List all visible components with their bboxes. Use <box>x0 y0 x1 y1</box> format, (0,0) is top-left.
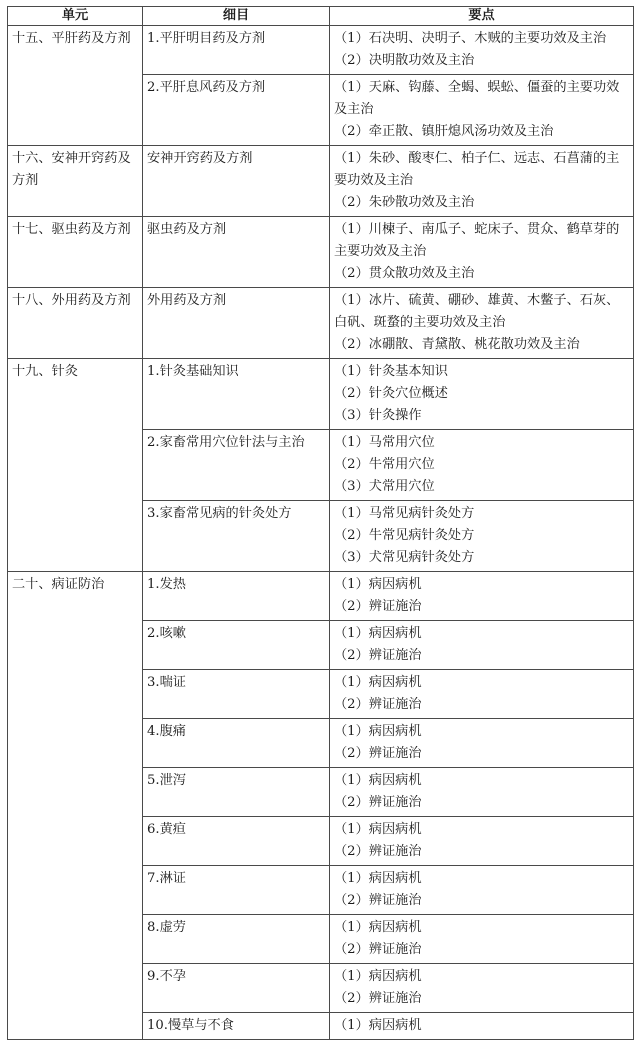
key-points-cell <box>330 26 634 75</box>
detail-cell: 7.淋证 <box>143 866 330 915</box>
key-point: （2）辨证施治 <box>334 942 422 957</box>
header-key-points: 要点 <box>330 7 634 26</box>
unit-cell: 十九、针灸 <box>8 359 143 572</box>
key-points-cell <box>330 359 634 430</box>
detail-cell: 1.针灸基础知识 <box>143 359 330 430</box>
unit-cell: 十八、外用药及方剂 <box>8 288 143 359</box>
key-point: （2）辨证施治 <box>334 697 422 712</box>
key-points-cell <box>330 430 634 501</box>
unit-cell: 二十、病证防治 <box>8 572 143 1040</box>
key-point: （2）牛常用穴位 <box>334 457 435 472</box>
key-points-cell <box>330 915 634 964</box>
key-point: （2）辨证施治 <box>334 648 422 663</box>
key-point: （3）犬常见病针灸处方 <box>334 550 475 565</box>
key-points-cell <box>330 288 634 359</box>
key-point: （1）病因病机 <box>334 871 422 886</box>
detail-cell: 2.咳嗽 <box>143 621 330 670</box>
syllabus-table <box>7 6 634 1040</box>
key-point: （2）决明散功效及主治 <box>334 53 475 68</box>
table-row <box>8 146 634 217</box>
key-points-cell <box>330 817 634 866</box>
detail-cell: 9.不孕 <box>143 964 330 1013</box>
key-point: （2）贯众散功效及主治 <box>334 266 475 281</box>
key-point: （1）朱砂、酸枣仁、柏子仁、远志、石菖蒲的主要功效及主治 <box>334 151 620 188</box>
detail-cell: 2.平肝息风药及方剂 <box>143 75 330 146</box>
detail-cell: 1.平肝明目药及方剂 <box>143 26 330 75</box>
detail-cell: 3.家畜常见病的针灸处方 <box>143 501 330 572</box>
table-header-row <box>8 7 634 26</box>
key-point: （2）冰硼散、青黛散、桃花散功效及主治 <box>334 337 580 352</box>
key-points-cell <box>330 1013 634 1040</box>
detail-cell: 2.家畜常用穴位针法与主治 <box>143 430 330 501</box>
table-row <box>8 288 634 359</box>
key-point: （2）辨证施治 <box>334 599 422 614</box>
key-points-cell <box>330 670 634 719</box>
key-point: （3）犬常用穴位 <box>334 479 435 494</box>
key-point: （2）辨证施治 <box>334 746 422 761</box>
detail-cell: 8.虚劳 <box>143 915 330 964</box>
key-point: （1）针灸基本知识 <box>334 364 448 379</box>
header-unit: 单元 <box>8 7 143 26</box>
key-point: （1）石决明、决明子、木贼的主要功效及主治 <box>334 31 607 46</box>
key-point: （1）马常用穴位 <box>334 435 435 450</box>
header-detail: 细目 <box>143 7 330 26</box>
key-point: （2）辨证施治 <box>334 844 422 859</box>
key-point: （1）病因病机 <box>334 577 422 592</box>
key-points-cell <box>330 719 634 768</box>
key-point: （1）病因病机 <box>334 724 422 739</box>
key-point: （3）针灸操作 <box>334 408 422 423</box>
unit-cell: 十六、安神开窍药及方剂 <box>8 146 143 217</box>
detail-cell: 6.黄疸 <box>143 817 330 866</box>
key-point: （1）病因病机 <box>334 675 422 690</box>
key-points-cell <box>330 146 634 217</box>
detail-cell: 4.腹痛 <box>143 719 330 768</box>
table-body <box>8 26 634 1040</box>
detail-cell: 3.喘证 <box>143 670 330 719</box>
key-point: （1）川楝子、南瓜子、蛇床子、贯众、鹤草芽的主要功效及主治 <box>334 222 620 259</box>
unit-cell: 十五、平肝药及方剂 <box>8 26 143 146</box>
detail-cell: 10.慢草与不食 <box>143 1013 330 1040</box>
key-point: （2）辨证施治 <box>334 795 422 810</box>
key-points-cell <box>330 217 634 288</box>
key-points-cell <box>330 768 634 817</box>
table-row <box>8 572 634 621</box>
key-point: （1）病因病机 <box>334 626 422 641</box>
key-points-cell <box>330 621 634 670</box>
detail-cell: 5.泄泻 <box>143 768 330 817</box>
key-points-cell <box>330 866 634 915</box>
detail-cell: 驱虫药及方剂 <box>143 217 330 288</box>
key-point: （2）牛常见病针灸处方 <box>334 528 475 543</box>
key-point: （1）病因病机 <box>334 822 422 837</box>
key-point: （1）病因病机 <box>334 920 422 935</box>
table-row <box>8 217 634 288</box>
key-point: （2）辨证施治 <box>334 991 422 1006</box>
key-points-cell <box>330 572 634 621</box>
key-points-cell <box>330 964 634 1013</box>
key-point: （1）病因病机 <box>334 969 422 984</box>
table-row <box>8 359 634 430</box>
key-point: （2）朱砂散功效及主治 <box>334 195 475 210</box>
key-point: （1）病因病机 <box>334 1018 422 1033</box>
key-point: （2）针灸穴位概述 <box>334 386 448 401</box>
key-point: （1）马常见病针灸处方 <box>334 506 475 521</box>
key-point: （2）牵正散、镇肝熄风汤功效及主治 <box>334 124 554 139</box>
key-point: （1）天麻、钩藤、全蝎、蜈蚣、僵蚕的主要功效及主治 <box>334 80 620 117</box>
table-row <box>8 26 634 75</box>
key-points-cell <box>330 75 634 146</box>
detail-cell: 外用药及方剂 <box>143 288 330 359</box>
key-points-cell <box>330 501 634 572</box>
key-point: （2）辨证施治 <box>334 893 422 908</box>
detail-cell: 1.发热 <box>143 572 330 621</box>
unit-cell: 十七、驱虫药及方剂 <box>8 217 143 288</box>
key-point: （1）冰片、硫黄、硼砂、雄黄、木鳖子、石灰、白矾、斑蝥的主要功效及主治 <box>334 293 620 330</box>
key-point: （1）病因病机 <box>334 773 422 788</box>
detail-cell: 安神开窍药及方剂 <box>143 146 330 217</box>
